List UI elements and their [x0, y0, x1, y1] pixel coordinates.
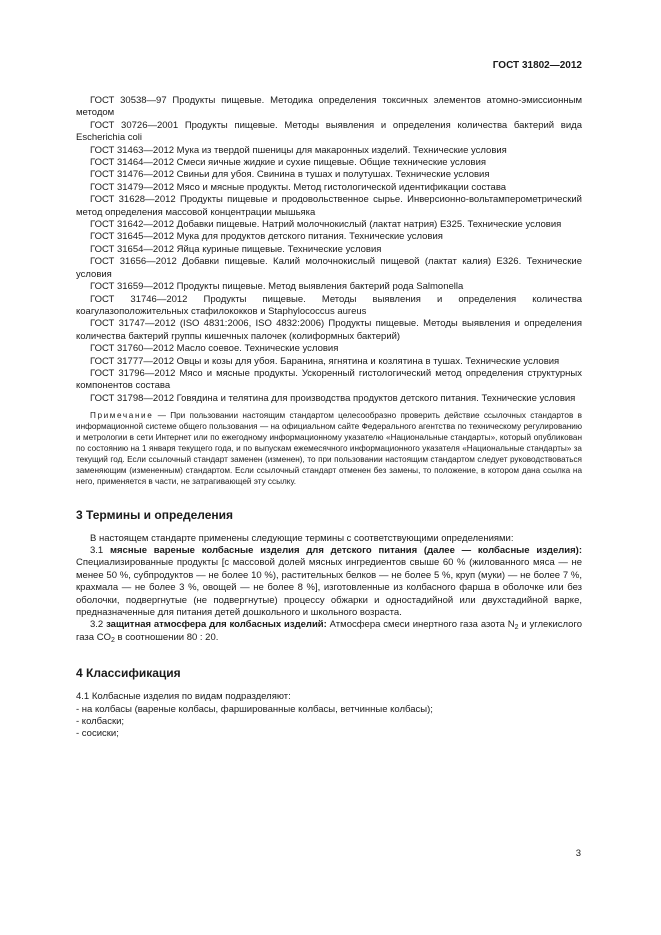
- reference-item: ГОСТ 31479—2012 Мясо и мясные продукты. Метод гистологической идентификации состава: [90, 181, 507, 193]
- reference-item: ГОСТ 31796—2012 Мясо и мясные продукты. Ускоренный гистологический метод определения структурных компонентов состава: [76, 367, 582, 392]
- page-content: [76, 95, 582, 741]
- reference-item: ГОСТ 31642—2012 Добавки пищевые. Натрий молочнокислый (лактат натрия) Е325. Технические условия: [90, 219, 562, 231]
- reference-item: ГОСТ 31746—2012 Продукты пищевые. Методы выявления и определения количества коагулазоположительных стафилококков и Staphylococcus aureus: [76, 293, 582, 317]
- classification-item: - на колбасы (вареные колбасы, фаршированные колбасы, ветчинные колбасы);: [76, 703, 433, 715]
- reference-item: ГОСТ 31463—2012 Мука из твердой пшеницы для макаронных изделий. Технические условия: [90, 144, 507, 156]
- reference-item: ГОСТ 30726—2001 Продукты пищевые. Методы выявления и определения количества бактерий вида Escherichia coli: [76, 119, 582, 144]
- term-definition-part: Атмосфера смеси инертного газа азота N: [326, 619, 515, 631]
- section-3-heading: 3 Термины и определения: [76, 507, 234, 522]
- note-label: Примечание: [90, 411, 154, 421]
- reference-item: ГОСТ 31659—2012 Продукты пищевые. Метод выявления бактерий рода Salmonella: [90, 281, 464, 293]
- reference-item: ГОСТ 31798—2012 Говядина и телятина для производства продуктов детского питания. Технические условия: [90, 392, 576, 404]
- references-list: [76, 95, 582, 405]
- reference-item: ГОСТ 31645—2012 Мука для продуктов детского питания. Технические условия: [90, 231, 443, 243]
- subscript: 2: [514, 624, 519, 632]
- reference-item: ГОСТ 31747—2012 (ISO 4831:2006, ISO 4832:2006) Продукты пищевые. Методы выявления и определения количества бактерий группы кишечных палочек (колиформных бактерий): [76, 318, 582, 342]
- section-4-intro: 4.1 Колбасные изделия по видам подразделяют:: [76, 691, 291, 703]
- note-paragraph: [76, 411, 582, 487]
- reference-item: ГОСТ 31628—2012 Продукты пищевые и продовольственное сырье. Инверсионно-вольтамперометрический метод определения массовой концентрации мышьяка: [76, 194, 582, 218]
- term-title: мясные вареные колбасные изделия для детского питания (далее — колбасные изделия):: [109, 544, 582, 556]
- reference-item: ГОСТ 31760—2012 Масло соевое. Технические условия: [90, 343, 339, 355]
- classification-item: - сосиски;: [76, 728, 119, 740]
- reference-item: ГОСТ 31464—2012 Смеси яичные жидкие и сухие пищевые. Общие технические условия: [90, 157, 487, 169]
- term-definition: Специализированные продукты [с массовой долей мясных ингредиентов свыше 60 % (жилованного мяса — не менее 50 %, субпродуктов — не более 10 %), растительных белков — не более 5 %, круп (муки) — не более 7 %, крахмала — не более 3 %, овощей — не более 8 %], изготовленные из колбасного фарша в оболочке или без оболочки, подвергнутые (не подвергнутые) процессу обжарки и одностадийной или двухстадийной варке, предназначенные для питания детей дошкольного и школьного возраста.: [76, 557, 582, 618]
- reference-item: ГОСТ 31777—2012 Овцы и козы для убоя. Баранина, ягнятина и козлятина в тушах. Технические условия: [90, 355, 560, 367]
- term-definition-part: в соотношении 80 : 20.: [114, 631, 219, 643]
- reference-item: ГОСТ 31476—2012 Свиньи для убоя. Свинина в тушах и полутушах. Технические условия: [90, 169, 490, 181]
- term-number: 3.2: [90, 619, 107, 631]
- classification-item: - колбаски;: [76, 715, 125, 727]
- reference-item: ГОСТ 31656—2012 Добавки пищевые. Калий молочнокислый пищевой (лактат калия) Е326. Технические условия: [76, 256, 582, 280]
- term-3-1: [76, 545, 582, 619]
- term-definition-part: и углекислого газа CO: [76, 619, 582, 643]
- reference-item: ГОСТ 30538—97 Продукты пищевые. Методика определения токсичных элементов атомно-эмиссионным методом: [76, 95, 582, 119]
- term-3-2: [76, 619, 582, 644]
- term-title: защитная атмосфера для колбасных изделий:: [106, 619, 327, 631]
- reference-item: ГОСТ 31654—2012 Яйца куриные пищевые. Технические условия: [90, 243, 382, 255]
- section-3-intro: В настоящем стандарте применены следующие термины с соответствующими определениями:: [90, 532, 514, 544]
- page-number: 3: [575, 848, 581, 859]
- document-header: ГОСТ 31802—2012: [492, 60, 582, 71]
- term-number: 3.1: [90, 544, 110, 556]
- subscript: 2: [110, 636, 115, 644]
- note-text: — При пользовании настоящим стандартом целесообразно проверить действие ссылочных стандартов в информационной системе общего пользования — на официальном сайте Федерального агентства по техническому регулированию и метрологии в сети Интернет или по ежегодному информационному указателю «Национальные стандарты», который опубликован по состоянию на 1 января текущего года, и по выпускам ежемесячного информационного указателя «Национальные стандарты» за текущий год. Если ссылочный стандарт заменен (изменен), то при пользовании настоящим стандартом следует руководствоваться заменяющим (измененным) стандартом. Если ссылочный стандарт отменен без замены, то положение, в котором дана ссылка на него, применяется в части, не затрагивающей эту ссылку.: [76, 411, 582, 486]
- section-4-heading: 4 Классификация: [76, 666, 181, 681]
